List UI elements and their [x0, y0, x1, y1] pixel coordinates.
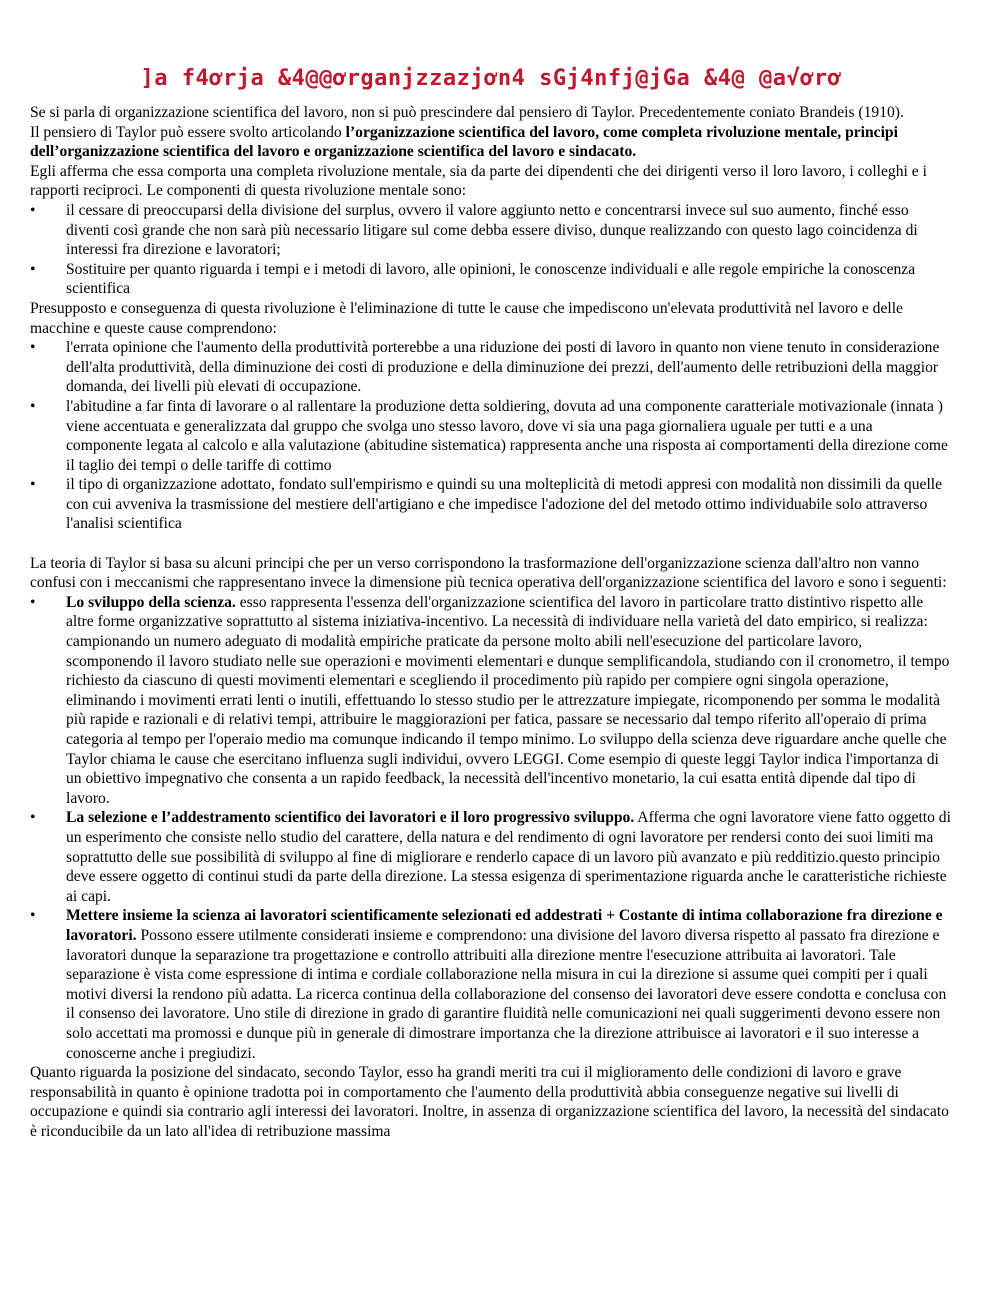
- intro-paragraph: Se si parla di organizzazione scientifica del lavoro, non si può prescindere dal pensiero di Taylor. Precedentemente coniato Brandeis (1910).: [30, 104, 904, 121]
- list-item: [30, 338, 952, 397]
- bullet: •: [30, 907, 36, 925]
- list-item-text: il tipo di organizzazione adottato, fondato sull'empirismo e quindi su una molteplicità di metodi appresi con modalità non dissimili da quelle con cui avveniva la trasmissione del mestiere dell'artigiano e che impedisce l'adozione del del metodo ottimo individuabile solo attraverso l'analisi scientifica: [66, 476, 943, 533]
- principles-paragraph: La teoria di Taylor si basa su alcuni principi che per un verso corrispondono la trasformazione dell'organizzazione scienza dall'altro non vanno confusi con i meccanismi che rappresentano invece la dimensione più tecnica operativa dell'organizzazione scientifica del lavoro e sono i seguenti:: [30, 554, 947, 592]
- principle-heading: Lo sviluppo della scienza.: [66, 593, 236, 611]
- taylor-paragraph-bold: l’organizzazione scientifica del lavoro, come completa rivoluzione mentale, principi dell’organizzazione scientifica del lavoro e organizzazione scientifica del lavoro e sindacato.: [30, 123, 898, 161]
- list-item: [30, 475, 952, 534]
- principle-text: esso rappresenta l'essenza dell'organizzazione scientifica del lavoro in particolare tratto distintivo rispetto alle altre forme organizzative soprattutto al sistema iniziativa-incentivo. La necessità di individuare nella varietà del dato empirico, si realizza: campionando un numero adeguato di modalità empiriche praticate da persone molto abili nell'esecuzione del particolare lavoro, scomponendo il lavoro studiato nelle sue operazioni e movimenti elementari e dunque semplificandola, studiando con il cronometro, il tempo richiesto da ciascuno di questi movimenti elementari e scegliendo il procedimento più rapido per compiere ogni singola operazione, eliminando i movimenti errati lenti o inutili, effettuando lo stesso studio per le attrezzature impiegate, ricomponendo per somma le modalità più rapide e razionali e di relativi tempi, attribuire le maggiorazioni per fatica, passare se necessario dal tempo riferito all'operaio di prima categoria al tempo per l'operaio medio ma comunque indicando il tempo minimo. Lo sviluppo della scienza deve riguardare anche quelle che Taylor chiama le cause che esercitano influenza sugli individui, ovvero LEGGI. Come esempio di queste leggi Taylor indica l'importanza di un obiettivo impegnativo che consenta a un rapido feedback, la necessità dell'incentivo monetario, la cui esatta entità dipende dal tipo di lavoro.: [66, 593, 950, 807]
- causes-list: [30, 338, 952, 534]
- list-item: [30, 593, 952, 809]
- list-item-text: l'errata opinione che l'aumento della produttività porterebbe a una riduzione dei posti di lavoro in quanto non viene tenuto in considerazione dell'alta produttività, della diminuzione dei costi di produzione e della diminuzione dei prezzi, dell'aumento delle retribuzioni della maggior domanda, dei livelli più elevati di occupazione.: [66, 339, 940, 396]
- bullet: •: [30, 809, 36, 827]
- document-body: [30, 103, 952, 1141]
- list-item: [30, 906, 952, 1063]
- bullet: •: [30, 593, 36, 611]
- list-item: [30, 397, 952, 475]
- list-item: [30, 808, 952, 906]
- bullet: •: [30, 397, 36, 415]
- bullet: •: [30, 339, 36, 357]
- revolution-paragraph: Egli afferma che essa comporta una completa rivoluzione mentale, sia da parte dei dipendenti che dei dirigenti verso il loro lavoro, i colleghi e i rapporti reciproci. Le componenti di questa rivoluzione mentale sono:: [30, 162, 927, 200]
- principles-list: [30, 593, 952, 1063]
- principle-heading: Mettere insieme la scienza ai lavoratori scientificamente selezionati ed addestrati + Costante di intima collaborazione fra direzione e lavoratori.: [66, 907, 943, 944]
- union-paragraph: Quanto riguarda la posizione del sindacato, secondo Taylor, esso ha grandi meriti tra cui il miglioramento delle condizioni di lavoro e grave responsabilità in quanto è opinione tradotta poi in comportamento che l'aumento della produttività abbia conseguenze negative sui livelli di occupazione e quindi sia contrario agli interessi dei lavoratori. Inoltre, in assenza di organizzazione scientifica del lavoro, la necessità del sindacato è riconducibile da un lato all'idea di retribuzione massima: [30, 1064, 949, 1140]
- taylor-paragraph: [30, 123, 952, 162]
- taylor-paragraph-lead: Il pensiero di Taylor può essere svolto articolando: [30, 123, 346, 141]
- bullet: •: [30, 201, 36, 219]
- list-item-text: l'abitudine a far finta di lavorare o al rallentare la produzione detta soldiering, dovuta ad una componente caratteriale motivazionale (innata ) viene accentuata e generalizzata dal gruppo che svolga uno stesso lavoro, dove vi sia una paga giornaliera uguale per tutti e a una componente legata al calcolo e alla valutazione (abitudine sistematica) rappresenta anche una risposta ai comportamenti della direzione come il taglio dei tempi o delle tariffe di cottimo: [66, 397, 948, 474]
- list-item-text: Sostituire per quanto riguarda i tempi e i metodi di lavoro, alle opinioni, le conoscenze individuali e alle regole empiriche la conoscenza scientifica: [66, 260, 916, 298]
- list-item-text: il cessare di preoccuparsi della divisione del surplus, ovvero il valore aggiunto netto e concentrarsi invece sul suo aumento, finché esso diventi così grande che non sarà più necessario litigare sul come debba essere diviso, dunque realizzando con questo lago coincidenza di interessi fra direzione e lavoratori;: [66, 201, 918, 259]
- paragraph-gap: [30, 534, 952, 554]
- revolution-components-list: [30, 201, 952, 299]
- bullet: •: [30, 260, 36, 278]
- list-item: [30, 201, 952, 260]
- causes-paragraph: Presupposto e conseguenza di questa rivoluzione è l'eliminazione di tutte le cause che impediscono un'elevata produttività nel lavoro e delle macchine e queste cause comprendono:: [30, 299, 903, 337]
- list-item: [30, 260, 952, 299]
- bullet: •: [30, 476, 36, 494]
- principle-heading: La selezione e l’addestramento scientifico dei lavoratori e il loro progressivo sviluppo.: [66, 809, 635, 827]
- principle-text: Possono essere utilmente considerati insieme e comprendono: una divisione del lavoro diversa rispetto al passato fra direzione e lavoratori dunque la separazione tra progettazione e controllo attribuiti alla direzione mentre l'esecuzione attribuita ai lavoratori. Tale separazione è vista come espressione di intima e cordiale collaborazione nella misura in cui la direzione si assume quei compiti per i quali motivi diversi la rendono più adatta. La ricerca continua della collaborazione del consenso dei lavoratori deve essere condotta e conclusa con il consenso dei lavoratore. Uno stile di direzione in grado di garantire fluidità nelle comunicazioni nei quali suggerimenti devono essere non solo accettati ma promossi e dunque più in generale di dimostrare importanza che la direzione attribuisce ai lavoratori e il suo interesse a conoscerne anche i pregiudizi.: [66, 926, 947, 1062]
- principle-text: Afferma che ogni lavoratore viene fatto oggetto di un esperimento che consiste nello studio del carattere, della natura e del rendimento di ogni lavoratore per rendersi conto dei suoi limiti ma soprattutto delle sue possibilità di sviluppo al fine di migliorare e renderlo capace di un lavoro più avanzato e più redditizio.questo principio deve essere oggetto di continui studi da parte della direzione. La stessa esigenza di sperimentazione riguarda anche le caratteristiche richieste ai capi.: [66, 809, 951, 905]
- document-title: ]a f4ơrja &4@@ơrganjzzazjơn4 sGj4nfj@jGa &4@ @a√ơrơ: [140, 66, 842, 91]
